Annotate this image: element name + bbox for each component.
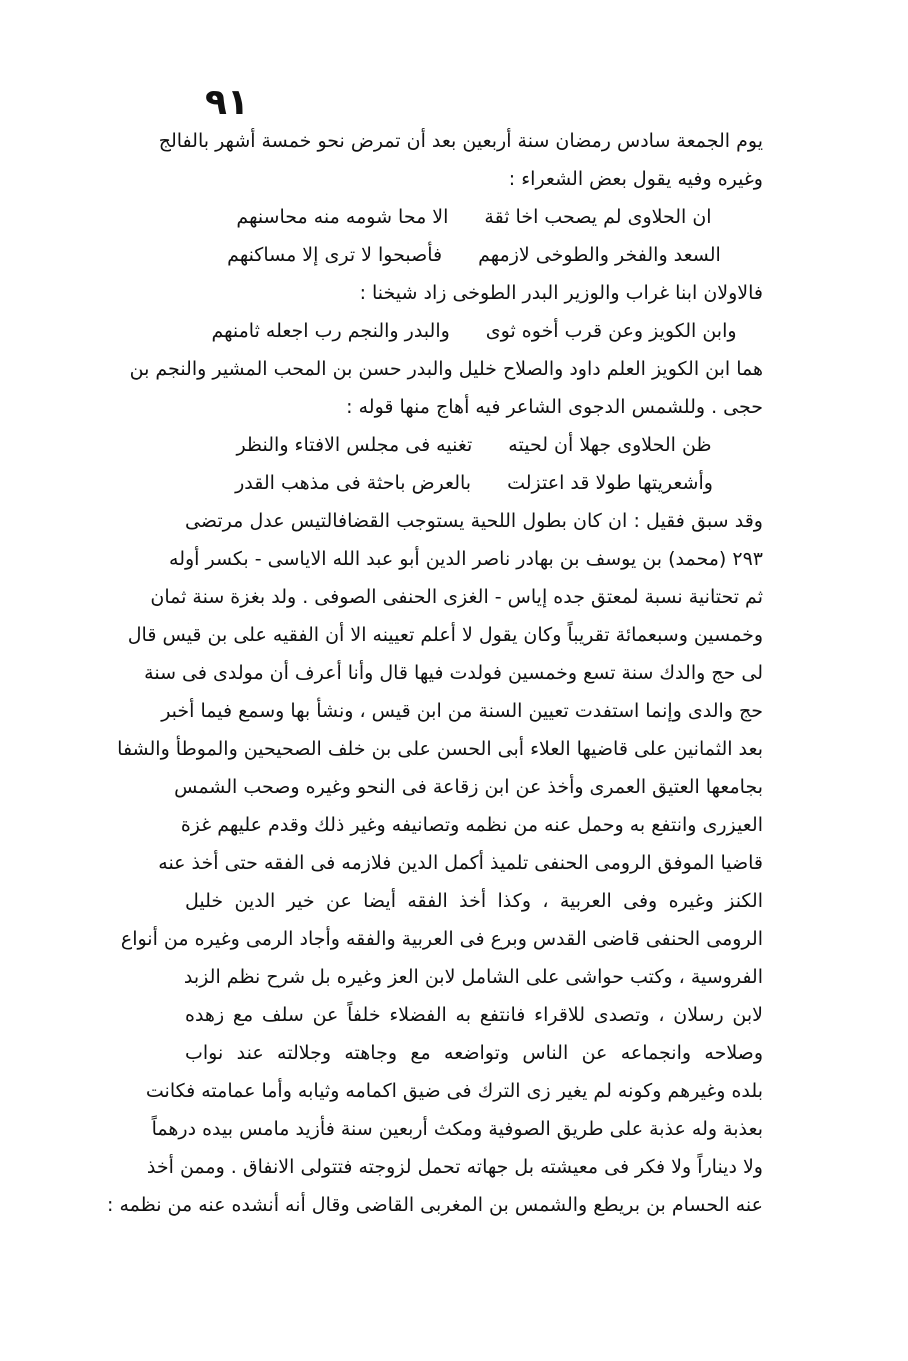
text-line: بعذبة وله عذبة على طريق الصوفية ومكث أربعين سنة فأزيد مامس بيده درهماً <box>151 1118 763 1140</box>
text-line: بعد الثمانين على قاضيها العلاء أبى الحسن على بن خلف الصحيحين والموطأ والشفا <box>117 738 763 760</box>
text-line: لى حج والدك سنة تسع وخمسين فولدت فيها قال وأنا أعرف أن مولدى فى سنة <box>144 662 763 684</box>
verse-first-hemistich: ظن الحلاوى جهلا أن لحيته <box>508 434 712 456</box>
verse-line <box>185 312 763 350</box>
verse-second-hemistich: والبدر والنجم رب اجعله ثامنهم <box>211 320 450 342</box>
text-line: وقد سبق فقيل : ان كان بطول اللحية يستوجب القضافالتيس عدل مرتضى <box>185 510 763 532</box>
text-line: وخمسين وسبعمائة تقريباً وكان يقول لا أعلم تعيينه الا أن الفقيه على بن قيس قال <box>127 624 763 646</box>
text-line: قاضيا الموفق الرومى الحنفى تلميذ أكمل الدين فلازمه فى الفقه حتى أخذ عنه <box>158 852 763 874</box>
text-line: لابن رسلان ، وتصدى للاقراء فانتفع به الفضلاء خلفاً عن سلف مع زهده <box>185 1004 763 1026</box>
text-line: ولا ديناراً ولا فكر فى معيشته بل جهاته تحمل لزوجته فتتولى الانفاق . وممن أخذ <box>146 1156 763 1178</box>
text-line: هما ابن الكويز العلم داود والصلاح خليل والبدر حسن بن المحب المشير والنجم بن <box>129 358 763 380</box>
text-line: العيزرى وانتفع به وحمل عنه من نظمه وتصانيفه وغير ذلك وقدم عليهم غزة <box>180 814 763 836</box>
text-line: يوم الجمعة سادس رمضان سنة أربعين بعد أن تمرض نحو خمسة أشهر بالفالج <box>158 130 763 152</box>
text-line: بلده وغيرهم وكونه لم يغير زى الترك فى ضيق اكمامه وثيابه وأما عمامته فكانت <box>145 1080 763 1102</box>
verse-line <box>185 198 763 236</box>
text-line: الفروسية ، وكتب حواشى على الشامل لابن العز وغيره بل شرح نظم الزبد <box>183 966 763 988</box>
text-line: ثم تحتانية نسبة لمعتق جده إياس - الغزى الحنفى الصوفى . ولد بغزة سنة ثمان <box>150 586 763 608</box>
text-line: وصلاحه وانجماعه عن الناس وتواضعه مع وجاهته وجلالته عند نواب <box>185 1042 763 1064</box>
page-number: ٩١ <box>205 82 249 123</box>
verse-line <box>185 426 763 464</box>
text-line: فالاولان ابنا غراب والوزير البدر الطوخى زاد شيخنا : <box>359 282 763 304</box>
verse-line <box>185 236 763 274</box>
text-line: بجامعها العتيق العمرى وأخذ عن ابن زقاعة فى النحو وغيره وصحب الشمس <box>174 776 763 798</box>
verse-first-hemistich: السعد والفخر والطوخى لازمهم <box>478 244 721 266</box>
verse-first-hemistich: ان الحلاوى لم يصحب اخا ثقة <box>484 206 712 228</box>
verse-second-hemistich: الا محا شومه منه محاسنهم <box>236 206 449 228</box>
verse-first-hemistich: وابن الكويز وعن قرب أخوه ثوى <box>485 320 737 342</box>
text-line: عنه الحسام بن بريطع والشمس بن المغربى القاضى وقال أنه أنشده عنه من نظمه : <box>107 1194 763 1216</box>
verse-line <box>185 464 763 502</box>
verse-second-hemistich: بالعرض باحثة فى مذهب القدر <box>235 472 472 494</box>
body-text <box>107 122 763 1224</box>
text-line: الرومى الحنفى قاضى القدس وبرع فى العربية والفقه وأجاد الرمى وغيره من أنواع <box>120 928 763 950</box>
text-line: الكنز وغيره وفى العربية ، وكذا أخذ الفقه أيضا عن خير الدين خليل <box>185 890 763 912</box>
text-line: حجى . وللشمس الدجوى الشاعر فيه أهاج منها قوله : <box>346 396 763 418</box>
text-line: حج والدى وإنما استفدت تعيين السنة من ابن قيس ، ونشأ بها وسمع فيما أخبر <box>161 700 763 722</box>
text-line: ٢٩٣ (محمد) بن يوسف بن بهادر ناصر الدين أبو عبد الله الاياسى - بكسر أوله <box>169 548 763 570</box>
verse-first-hemistich: وأشعريتها طولا قد اعتزلت <box>507 472 713 494</box>
text-line: وغيره وفيه يقول بعض الشعراء : <box>508 168 763 190</box>
verse-second-hemistich: فأصبحوا لا ترى إلا مساكنهم <box>227 244 443 266</box>
verse-second-hemistich: تغنيه فى مجلس الافتاء والنظر <box>236 434 473 456</box>
